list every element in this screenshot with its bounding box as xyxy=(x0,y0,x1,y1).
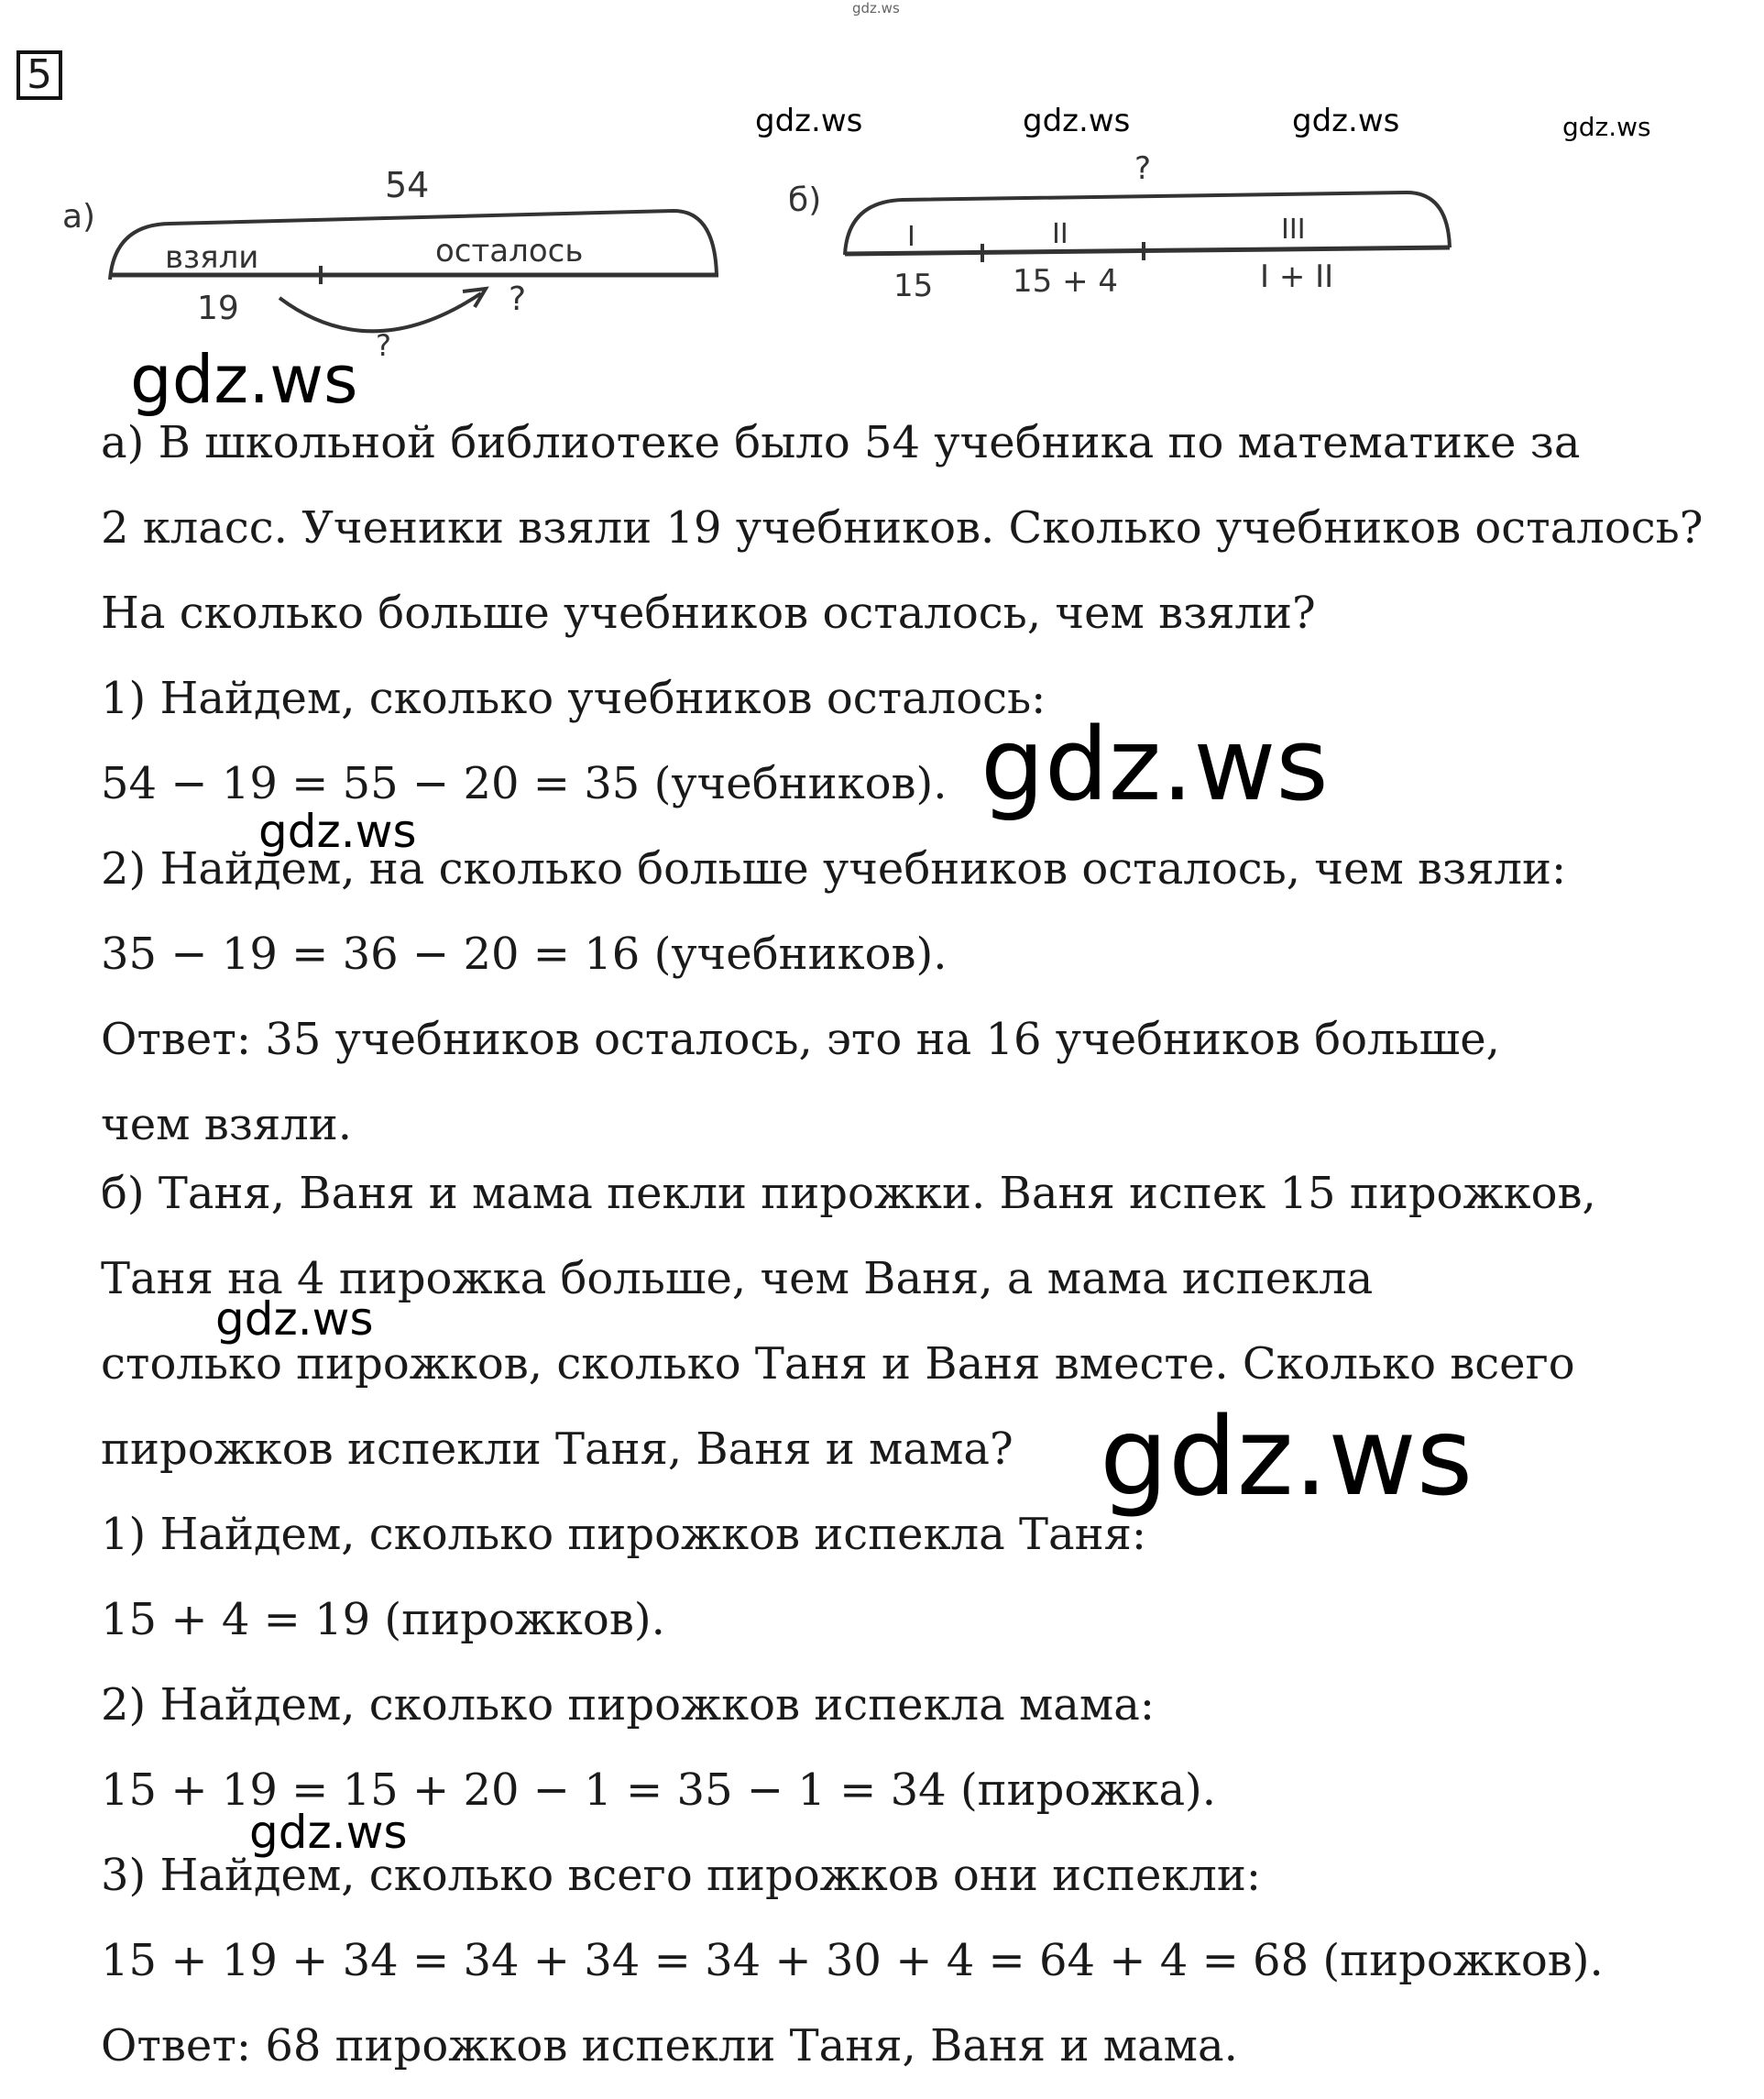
diagram-a-left-label: взяли xyxy=(165,239,259,276)
text-line: 15 + 4 = 19 (пирожков). xyxy=(101,1594,665,1645)
text-line: 2) Найдем, сколько пирожков испекла мама: xyxy=(101,1679,1156,1731)
watermark: gdz.ws xyxy=(1023,103,1131,139)
watermark: gdz.ws xyxy=(1292,103,1400,139)
brace-b xyxy=(845,192,1450,255)
compare-arrow xyxy=(279,293,481,331)
diagram-b-seg1-value: 15 xyxy=(893,268,934,304)
diagram-a-right-label: осталось xyxy=(435,233,584,269)
watermark-top: gdz.ws xyxy=(852,0,900,16)
watermark: gdz.ws xyxy=(215,1292,374,1346)
diagram-b-seg2-value: 15 + 4 xyxy=(1013,263,1118,300)
diagram-a-right-value: ? xyxy=(509,280,527,318)
problem-diagrams xyxy=(0,119,1764,394)
diagram-b-seg3-label: III xyxy=(1281,214,1306,246)
segment-line-b xyxy=(845,247,1450,254)
text-line: 15 + 19 = 15 + 20 − 1 = 35 − 1 = 34 (пирожка). xyxy=(101,1764,1217,1816)
diagram-a-total: 54 xyxy=(385,165,430,205)
text-line: Таня на 4 пирожка больше, чем Ваня, а мама испекла xyxy=(101,1253,1374,1304)
diagram-b-letter: б) xyxy=(788,181,822,219)
diagram-a-difference: ? xyxy=(376,328,391,363)
text-line: б) Таня, Ваня и мама пекли пирожки. Ваня испек 15 пирожков, xyxy=(101,1168,1596,1219)
watermark: gdz.ws xyxy=(249,1806,408,1859)
diagram-a-letter: а) xyxy=(62,198,96,236)
text-line: 1) Найдем, сколько учебников осталось: xyxy=(101,673,1046,724)
diagram-b-seg2-label: II xyxy=(1052,218,1068,250)
text-line: Ответ: 68 пирожков испекли Таня, Ваня и мама. xyxy=(101,2020,1238,2072)
text-line: 2 класс. Ученики взяли 19 учебников. Сколько учебников осталось? xyxy=(101,502,1704,554)
diagram-b-seg1-label: I xyxy=(907,221,915,253)
watermark: gdz.ws xyxy=(755,103,863,139)
diagram-b-seg3-value: I + II xyxy=(1260,258,1334,295)
text-line: столько пирожков, сколько Таня и Ваня вместе. Сколько всего xyxy=(101,1338,1575,1390)
text-line: 15 + 19 + 34 = 34 + 34 = 34 + 30 + 4 = 64 + 4 = 68 (пирожков). xyxy=(101,1935,1604,1986)
diagram-b-total: ? xyxy=(1134,150,1152,187)
diagram-a-left-value: 19 xyxy=(197,290,239,327)
watermark: gdz.ws xyxy=(130,341,358,418)
task-number: 5 xyxy=(16,50,62,100)
text-line: 3) Найдем, сколько всего пирожков они испекли: xyxy=(101,1850,1261,1901)
watermark: gdz.ws xyxy=(258,805,417,858)
text-line: а) В школьной библиотеке было 54 учебника по математике за xyxy=(101,417,1581,468)
text-line: 1) Найдем, сколько пирожков испекла Таня: xyxy=(101,1509,1147,1560)
diagram-b xyxy=(845,192,1450,262)
watermark: gdz.ws xyxy=(1100,1393,1474,1520)
watermark: gdz.ws xyxy=(981,706,1329,823)
text-line: 35 − 19 = 36 − 20 = 16 (учебников). xyxy=(101,929,948,980)
text-line: На сколько больше учебников осталось, чем взяли? xyxy=(101,588,1316,639)
text-line: чем взяли. xyxy=(101,1099,352,1150)
text-line: 2) Найдем, на сколько больше учебников осталось, чем взяли: xyxy=(101,843,1567,895)
watermark: gdz.ws xyxy=(1562,112,1651,142)
text-line: пирожков испекли Таня, Ваня и мама? xyxy=(101,1423,1013,1475)
text-line: Ответ: 35 учебников осталось, это на 16 учебников больше, xyxy=(101,1014,1500,1065)
text-line: 54 − 19 = 55 − 20 = 35 (учебников). xyxy=(101,758,948,809)
